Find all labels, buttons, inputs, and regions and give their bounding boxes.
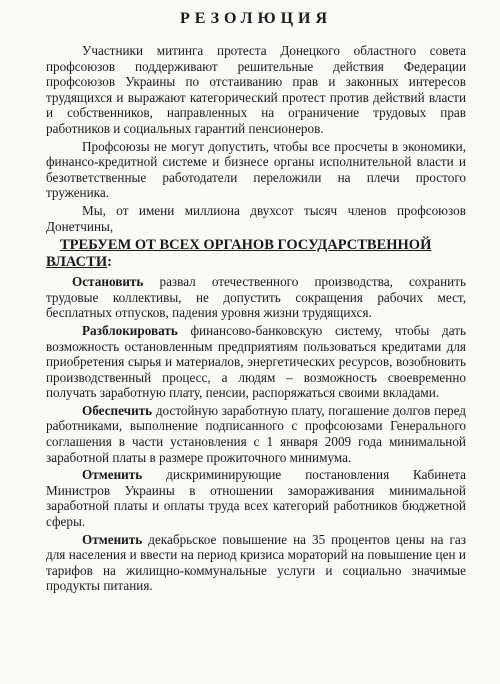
demand-text: достойную заработную плату, погашение долгов перед работниками, выполнение подписанного с профсоюзами Генерального соглашения в части установления с 1 января 2009 года минимальной заработной платы в размере прожиточного минимума. bbox=[46, 402, 466, 465]
demand-keyword: Разблокировать bbox=[82, 322, 178, 338]
demand-text: декабрьское повышение на 35 процентов цены на газ для населения и ввести на период кризиса мораторий на повышение цен и тарифов на жилищно-коммунальные услуги и социально значимые продукты питания. bbox=[46, 531, 466, 594]
demand-heading-colon: : bbox=[107, 254, 112, 271]
demand-keyword: Отменить bbox=[82, 531, 143, 547]
demand-heading bbox=[46, 237, 466, 271]
demand-item-ensure bbox=[46, 403, 466, 465]
demand-keyword: Остановить bbox=[72, 274, 144, 290]
demand-text: финансово-банковскую систему, чтобы дать возможность остановленным предприятиям пользоваться кредитами для приобретения сырья и материалов, энергетических ресурсов, возобновить производственный процесс, а людям – возможность своевременно получать заработную плату, пенсии, распоряжаться своими вкладами. bbox=[46, 322, 467, 401]
document-title: РЕЗОЛЮЦИЯ bbox=[179, 10, 333, 27]
paragraph-concerns bbox=[46, 139, 466, 201]
paragraph-on-behalf-text: Мы, от имени миллиона двухсот тысяч членов профсоюзов Донетчины, bbox=[46, 202, 466, 234]
paragraph-intro-text: Участники митинга протеста Донецкого областного совета профсоюзов поддерживают решительные действия Федерации профсоюзов Украины по отстаиванию прав и законных интересов трудящихся и выражают категорический протест против действий власти и собственников, направленных на ограничение трудовых прав работников и социальных гарантий пенсионеров. bbox=[46, 43, 466, 136]
demand-text: дискриминирующие постановления Кабинета Министров Украины в отношении замораживания минимальной заработной платы и оплаты труда всех категорий работников бюджетной сферы. bbox=[46, 467, 466, 530]
demand-item-cancel-resolutions bbox=[46, 467, 466, 529]
demand-keyword: Обеспечить bbox=[82, 402, 153, 418]
demand-keyword: Отменить bbox=[82, 467, 143, 483]
paragraph-concerns-text: Профсоюзы не могут допустить, чтобы все просчеты в экономики, финансо-кредитной системе и бизнесе органы исполнительной власти и безответственные работодатели переложили на плечи простого труженика. bbox=[46, 138, 466, 201]
demand-heading-text: ТРЕБУЕМ ОТ ВСЕХ ОРГАНОВ ГОСУДАРСТВЕННОЙ ВЛАСТИ bbox=[46, 237, 432, 271]
demand-item-stop bbox=[46, 274, 466, 321]
paragraph-on-behalf bbox=[46, 203, 466, 234]
demand-item-cancel-gas-increase bbox=[46, 532, 466, 594]
demand-text: развал отечественного производства, сохранить трудовые коллективы, не допустить сокращения рабочих мест, бесплатных отпусков, падения уровня жизни трудящихся. bbox=[46, 274, 466, 321]
demand-item-unblock bbox=[46, 323, 466, 401]
paragraph-intro bbox=[46, 43, 466, 137]
